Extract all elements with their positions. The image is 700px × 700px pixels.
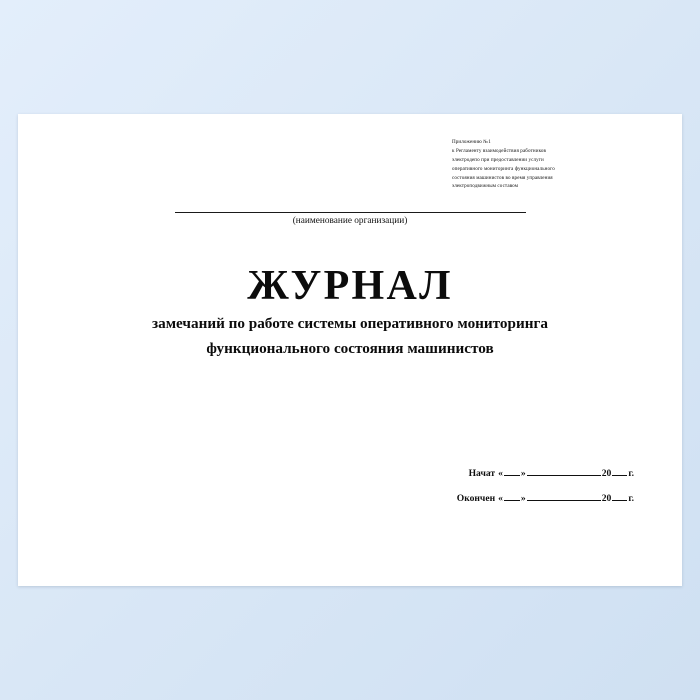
appendix-line-2: к Регламенту взаимодействия работников xyxy=(452,148,547,155)
document-title: ЖУРНАЛ xyxy=(247,263,453,309)
appendix-line-1: Приложению №1 xyxy=(452,139,491,145)
document-subtitle: замечаний по работе системы оперативного мониторинга функционального состояния машинистов xyxy=(152,315,548,357)
started-day-blank[interactable] xyxy=(504,475,520,476)
date-fields-block xyxy=(384,468,634,504)
started-year-prefix: 20 xyxy=(601,468,612,479)
finished-month-blank[interactable] xyxy=(527,500,601,501)
finished-label: Окончен xyxy=(456,493,496,504)
quote-close-finished: » xyxy=(520,493,526,504)
started-label: Начат xyxy=(468,468,496,479)
organisation-name-caption: (наименование организации) xyxy=(292,216,408,226)
started-month-blank[interactable] xyxy=(527,475,601,476)
date-row-started xyxy=(384,468,634,479)
organisation-name-block xyxy=(18,212,682,226)
started-year-blank[interactable] xyxy=(612,475,627,476)
quote-open-finished: « xyxy=(498,493,503,504)
finished-year-blank[interactable] xyxy=(612,500,627,501)
organisation-name-rule xyxy=(175,212,526,213)
quote-open-started: « xyxy=(498,468,503,479)
appendix-line-6: электроподвижным составом xyxy=(452,183,519,190)
appendix-reference-note xyxy=(452,138,624,191)
finished-year-prefix: 20 xyxy=(601,493,612,504)
date-row-finished xyxy=(384,493,634,504)
appendix-line-3: электродепо при предоставлении услуги xyxy=(452,157,544,164)
appendix-line-5: состояния машинистов во время управления xyxy=(452,174,553,181)
quote-close-started: » xyxy=(520,468,526,479)
document-page xyxy=(18,114,682,586)
finished-year-suffix: г. xyxy=(628,493,634,504)
document-page-content xyxy=(18,114,682,586)
started-year-suffix: г. xyxy=(628,468,634,479)
finished-day-blank[interactable] xyxy=(504,500,520,501)
appendix-line-4: оперативного мониторинга функционального xyxy=(452,165,555,172)
